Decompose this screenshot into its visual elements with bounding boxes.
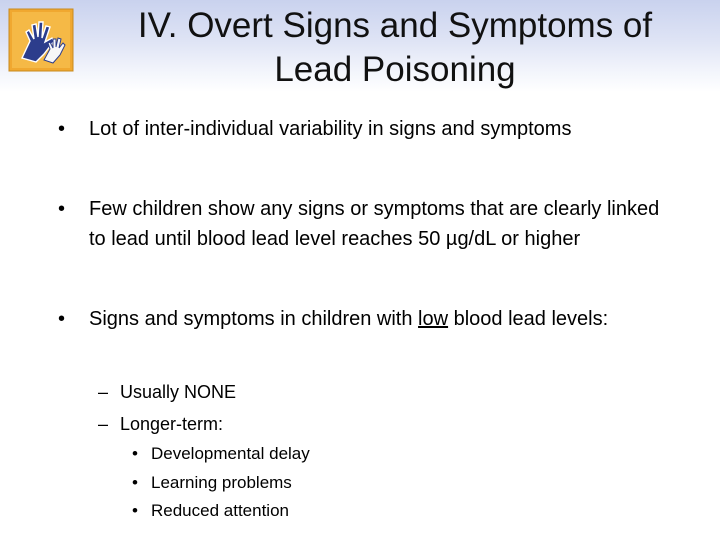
bullet-text [89,304,668,334]
bullet-marker: • [58,198,66,220]
sub-sub-bullet-marker: • [132,444,138,463]
bullet-marker: • [58,308,66,330]
sub-sub-bullet-item [132,497,632,525]
title-line-1: IV. Overt Signs and Symptoms of [137,6,653,45]
bullet-text: Few children show any signs or symptoms that are clearly linked to lead until blood lead level reaches 50 µg/dL or higher [89,198,660,250]
bullet-text-end: blood lead levels: [448,308,609,330]
sub-bullet-item [98,408,658,440]
sub-sub-bullet-text: Reduced attention [151,501,289,520]
sub-bullet-marker: – [98,414,109,434]
sub-sub-bullet-text: Learning problems [151,473,292,492]
title-line-2: Lead Poisoning [274,50,516,89]
bullet-text-start: Signs and symptoms in children with [89,308,419,330]
sub-bullet-item [98,376,658,408]
sub-bullet-marker: – [98,382,109,402]
sub-sub-bullet-marker: • [132,473,138,492]
bullet-text-emphasis: low [418,308,449,330]
sub-sub-bullet-marker: • [132,501,138,520]
bullet-marker: • [58,118,66,140]
bullet-item [58,114,668,144]
sub-bullet-text: Usually NONE [120,382,237,402]
sub-sub-bullet-item [132,440,632,468]
sub-sub-bullet-text: Developmental delay [151,444,310,463]
hands-logo-icon [8,8,74,72]
sub-sub-bullet-item [132,469,632,497]
bullet-item [58,304,668,334]
bullet-text: Lot of inter-individual variability in signs and symptoms [89,118,572,140]
slide-title [80,4,710,92]
bullet-item [58,194,668,254]
sub-bullet-text: Longer-term: [120,414,224,434]
